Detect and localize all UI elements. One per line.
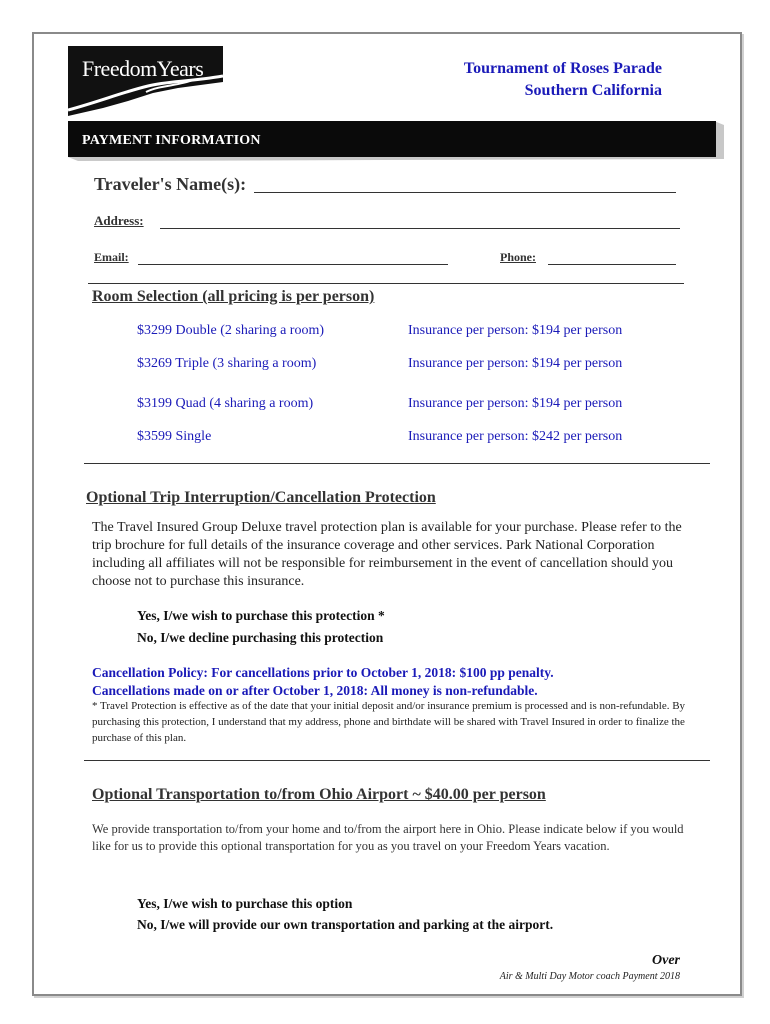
travelers-name-label: Traveler's Name(s): bbox=[94, 174, 247, 194]
footer-note: Air & Multi Day Motor coach Payment 2018 bbox=[499, 971, 680, 982]
trip-title-line2: Southern California bbox=[524, 82, 662, 99]
phone-label: Phone: bbox=[500, 250, 536, 264]
protection-title: Optional Trip Interruption/Cancellation Protection bbox=[86, 489, 436, 506]
cancellation-policy-line2: Cancellations made on or after October 1, 2018: All money is non-refundable. bbox=[92, 683, 538, 698]
room-insurance: Insurance per person: $194 per person bbox=[408, 356, 623, 371]
email-field[interactable] bbox=[138, 264, 448, 265]
travelers-name-field[interactable] bbox=[254, 192, 676, 193]
trip-title-line1: Tournament of Roses Parade bbox=[463, 60, 662, 77]
transport-yes-option[interactable]: Yes, I/we wish to purchase this option bbox=[137, 896, 353, 911]
divider bbox=[84, 463, 710, 464]
room-insurance: Insurance per person: $242 per person bbox=[408, 429, 623, 444]
room-option[interactable]: $3269 Triple (3 sharing a room) bbox=[137, 356, 317, 371]
email-label: Email: bbox=[94, 250, 129, 264]
room-option[interactable]: $3299 Double (2 sharing a room) bbox=[137, 323, 325, 338]
phone-field[interactable] bbox=[548, 264, 676, 265]
protection-yes-option[interactable]: Yes, I/we wish to purchase this protection * bbox=[137, 608, 385, 623]
logo-text: FreedomYears bbox=[82, 56, 204, 81]
protection-fine-print: * Travel Protection is effective as of the date that your initial deposit and/or insurance premium is processed and is non-refundable. By purchasing this protection, I understand that my address, phone and birthdate will be shared with Travel Insured in order to finalize the purchase of this plan. bbox=[92, 700, 686, 744]
address-field[interactable] bbox=[160, 228, 680, 229]
divider bbox=[88, 283, 684, 284]
transport-description: We provide transportation to/from your home and to/from the airport here in Ohio. Please indicate below if you would like for us to provide this optional transportation for you as you travel on your Freedom Years vacation. bbox=[92, 822, 684, 853]
divider bbox=[84, 760, 710, 761]
protection-no-option[interactable]: No, I/we decline purchasing this protection bbox=[137, 630, 384, 645]
protection-description: The Travel Insured Group Deluxe travel protection plan is available for your purchase. Please refer to the trip brochure for full details of the insurance coverage and other services. Park National Corporation including all affiliates will not be responsible for reimbursement in the event of cancellation should you choose not to purchase this insurance. bbox=[92, 520, 682, 589]
room-option[interactable]: $3599 Single bbox=[137, 429, 212, 444]
payment-info-banner bbox=[68, 121, 724, 161]
room-selection-title: Room Selection (all pricing is per person) bbox=[92, 288, 375, 305]
transport-no-option[interactable]: No, I/we will provide our own transportation and parking at the airport. bbox=[137, 917, 554, 932]
transport-title: Optional Transportation to/from Ohio Airport ~ $40.00 per person bbox=[92, 786, 546, 803]
room-option[interactable]: $3199 Quad (4 sharing a room) bbox=[137, 396, 314, 411]
address-label: Address: bbox=[94, 213, 144, 228]
cancellation-policy-line1: Cancellation Policy: For cancellations prior to October 1, 2018: $100 pp penalty. bbox=[92, 665, 554, 680]
room-insurance: Insurance per person: $194 per person bbox=[408, 396, 623, 411]
over-label: Over bbox=[652, 953, 680, 968]
freedom-years-logo bbox=[68, 46, 223, 116]
payment-info-label: PAYMENT INFORMATION bbox=[82, 133, 261, 148]
room-insurance: Insurance per person: $194 per person bbox=[408, 323, 623, 338]
trip-title bbox=[464, 58, 662, 102]
